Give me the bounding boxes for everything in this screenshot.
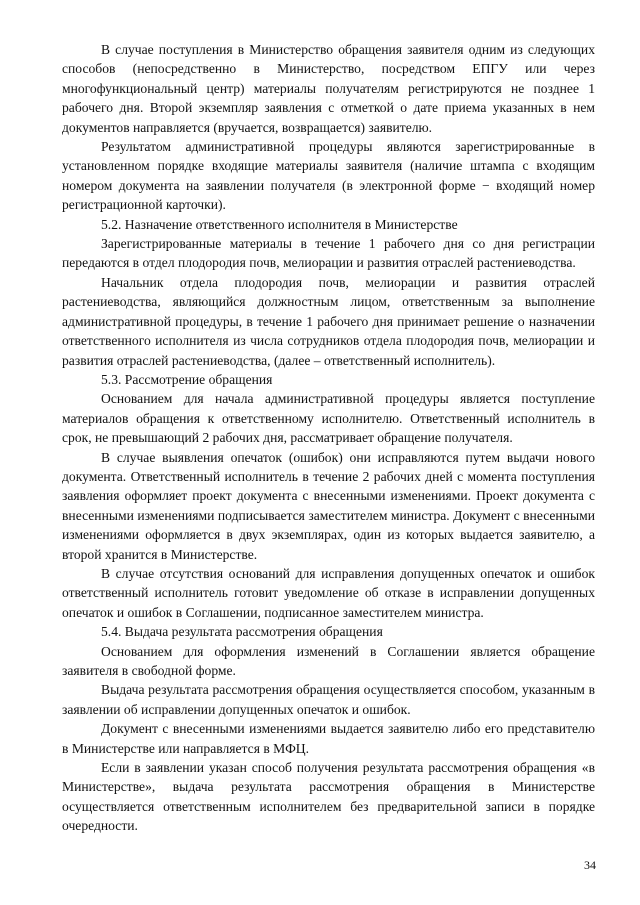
page-number: 34: [584, 858, 596, 872]
paragraph-typo-correction: В случае выявления опечаток (ошибок) они исправляются путем выдачи нового документа. Ответственный исполнитель в течение 2 рабочих дней с момента поступления заявления оформляет проект документа с внесенными изменениями. Проект документа с внесенными изменениями подписывается заместителем министра. Документ с внесенными изменениями оформляется в двух экземплярах, один из которых выдается заявителю, а второй хранится в Министерстве.: [62, 449, 595, 562]
section-heading-5-2: 5.2. Назначение ответственного исполнителя в Министерстве: [101, 216, 458, 232]
document-body: [62, 40, 595, 836]
section-heading-5-4: 5.4. Выдача результата рассмотрения обращения: [101, 624, 383, 640]
paragraph-in-person-issue: Если в заявлении указан способ получения результата рассмотрения обращения «в Министерстве», выдача результата рассмотрения обращения в Министерстве осуществляется ответственным исполнителем без предварительной записи в порядке очередности.: [62, 760, 595, 834]
paragraph-refusal-notice: В случае отсутствия оснований для исправления допущенных опечаток и ошибок ответственный исполнитель готовит уведомление об отказе в исправлении допущенных опечаток и ошибок в Соглашении, подписанное заместителем министра.: [62, 565, 595, 620]
paragraph-executor-assignment: Начальник отдела плодородия почв, мелиорации и развития отраслей растениеводства, являющийся должностным лицом, ответственным за выполнение административной процедуры, в течение 1 рабочего дня принимает решение о назначении ответственного исполнителя из числа сотрудников отдела плодородия почв, мелиорации и развития отраслей растениеводства, (далее – ответственный исполнитель).: [62, 274, 595, 368]
paragraph-changes-basis: Основанием для оформления изменений в Соглашении является обращение заявителя в свободной форме.: [62, 643, 595, 678]
paragraph-registration-result: Результатом административной процедуры являются зарегистрированные в установленном порядке входящие материалы заявителя (наличие штампа с входящим номером документа на заявлении получателя (в электронной форме − входящий номер регистрационной карточки).: [62, 139, 595, 213]
paragraph-issue-method: Выдача результата рассмотрения обращения осуществляется способом, указанным в заявлении об исправлении допущенных опечаток и ошибок.: [62, 682, 595, 717]
paragraph-materials-transfer: Зарегистрированные материалы в течение 1 рабочего дня со дня регистрации передаются в отдел плодородия почв, мелиорации и развития отраслей растениеводства.: [62, 236, 595, 271]
paragraph-document-delivery: Документ с внесенными изменениями выдается заявителю либо его представителю в Министерстве или направляется в МФЦ.: [62, 721, 595, 756]
paragraph-review-basis: Основанием для начала административной процедуры является поступление материалов обращения к ответственному исполнителю. Ответственный исполнитель в срок, не превышающий 2 рабочих дня, рассматривает обращение получателя.: [62, 391, 595, 446]
section-heading-5-3: 5.3. Рассмотрение обращения: [101, 371, 273, 387]
paragraph-registration: В случае поступления в Министерство обращения заявителя одним из следующих способов (непосредственно в Министерство, посредством ЕПГУ или через многофункциональный центр) материалы получателям регистрируются не позднее 1 рабочего дня. Второй экземпляр заявления с отметкой о дате приема указанных в нем документов направляется (вручается, возвращается) заявителю.: [62, 42, 595, 135]
